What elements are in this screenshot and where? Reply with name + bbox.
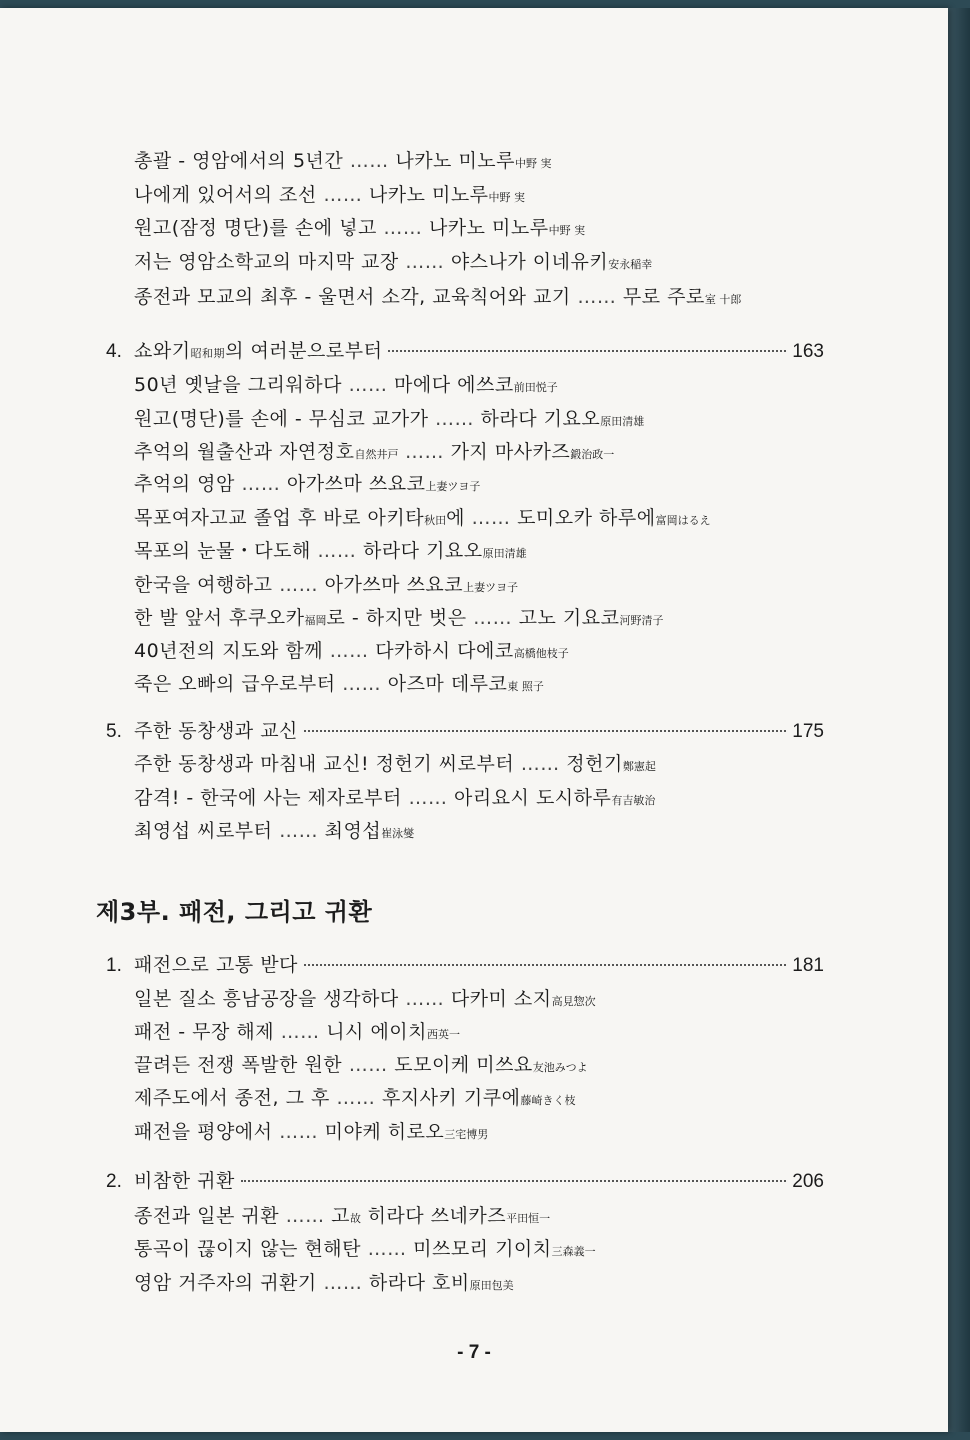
entry-title: 목포여자고교 졸업 후 바로 아키타	[134, 507, 425, 529]
toc-entry	[134, 1270, 808, 1299]
toc-entry	[134, 1236, 808, 1265]
section-heading	[106, 952, 824, 979]
entry-author-hanja: 原田清雄	[600, 415, 645, 428]
entry-title: 종전과 모교의 최후 - 울면서 소각, 교육칙어와 교기	[134, 286, 571, 308]
toc-entry	[134, 182, 808, 211]
entry-author: 정헌기	[566, 753, 623, 775]
section-title-text: 쇼와기	[134, 340, 191, 362]
entry-author: 미쓰모리 기이치	[413, 1238, 552, 1260]
section-page-number: 175	[792, 721, 824, 742]
entry-leader: ……	[336, 1087, 376, 1109]
entry-author-hanja: 原田清雄	[482, 547, 527, 560]
toc-entry	[134, 638, 808, 667]
entry-author-hanja: 東 照子	[507, 680, 544, 693]
entry-author-hanja: 室 十郎	[704, 293, 742, 306]
toc-entry	[134, 785, 808, 814]
dot-leader	[388, 350, 786, 352]
entry-title: 통곡이 끊이지 않는 현해탄	[134, 1238, 362, 1260]
entry-author: 무로 주로	[622, 286, 705, 308]
dot-leader	[304, 730, 786, 732]
entry-author-hanja: 中野 実	[488, 191, 526, 204]
dot-leader	[304, 964, 786, 966]
entry-author-hanja: 平田恒一	[506, 1212, 551, 1225]
entry-leader: ……	[323, 184, 363, 206]
section-title: 패전으로 고통 받다	[134, 954, 298, 976]
entry-author: 가지 마사카즈	[450, 441, 571, 463]
page-number: - 7 -	[457, 1342, 491, 1363]
toc-entry	[134, 215, 808, 244]
toc-entry	[134, 148, 808, 177]
entry-author: 야스나가 이네유키	[450, 251, 609, 273]
book-page	[0, 8, 948, 1432]
entry-leader: ……	[348, 1054, 388, 1076]
toc-entry	[134, 751, 808, 780]
entry-author: 나카노 미노루	[368, 184, 489, 206]
entry-author: 다카미 소지	[450, 988, 552, 1010]
entry-leader: ……	[471, 507, 511, 529]
entry-author: 도미오카 하루에	[517, 507, 656, 529]
entry-leader: ……	[435, 408, 474, 430]
entry-leader: ……	[405, 441, 445, 463]
toc-entry	[134, 538, 808, 567]
entry-author-hanja: 三宅博男	[444, 1128, 489, 1141]
entry-author-hanja: 原田包美	[469, 1279, 514, 1292]
entry-author-hanja: 河野清子	[619, 614, 664, 627]
section-heading	[106, 718, 824, 745]
entry-leader: ……	[323, 1272, 363, 1294]
entry-title-rest: 에	[446, 507, 465, 529]
entry-leader: ……	[348, 374, 388, 396]
entry-title: 끌려든 전쟁 폭발한 원한	[134, 1054, 343, 1076]
section-title: 비참한 귀환	[134, 1170, 235, 1192]
entry-leader: ……	[405, 251, 445, 273]
entry-author-hanja: 富岡はるえ	[655, 514, 711, 527]
entry-title: 목포의 눈물・다도해	[134, 540, 311, 562]
entry-author: 고노 기요코	[518, 607, 620, 629]
entry-title: 저는 영암소학교의 마지막 교장	[134, 251, 399, 273]
entry-author-hanja: 中野 実	[548, 224, 586, 237]
entry-author-hanja: 上妻ツヨ子	[425, 480, 481, 493]
entry-title-hanja: 自然井戸	[354, 448, 399, 461]
entry-title: 주한 동창생과 마침내 교신! 정헌기 씨로부터	[134, 753, 515, 775]
entry-title: 총괄 - 영암에서의 5년간	[134, 150, 344, 172]
entry-title: 원고(명단)를 손에 - 무심코 교가가	[134, 408, 429, 430]
section-title: 주한 동창생과 교신	[134, 720, 298, 742]
entry-author-hanja: 中野 実	[515, 157, 552, 170]
entry-author: 니시 에이치	[326, 1021, 428, 1043]
entry-title: 40년전의 지도와 함께	[134, 640, 324, 662]
toc-entry	[134, 1119, 808, 1148]
entry-author-hanja: 鍛治政一	[570, 448, 615, 461]
entry-author: 하라다 호비	[368, 1272, 470, 1294]
toc-entry	[134, 1052, 808, 1081]
entry-author: 하라다 기요오	[362, 540, 483, 562]
entry-leader: ……	[473, 607, 513, 629]
entry-title-rest: 로 - 하지만 벗은	[326, 607, 467, 629]
entry-author: 최영섭	[324, 820, 382, 842]
entry-leader: ……	[329, 640, 369, 662]
entry-leader: ……	[577, 286, 617, 308]
entry-leader: ……	[241, 473, 281, 495]
toc-entry	[134, 986, 808, 1015]
entry-author: 히라다 쓰네카즈	[367, 1205, 507, 1227]
page-edge	[948, 8, 970, 1432]
entry-author: 후지사키 기쿠에	[381, 1087, 521, 1109]
entry-title: 나에게 있어서의 조선	[134, 184, 317, 206]
toc-entry	[134, 471, 808, 500]
entry-leader: ……	[285, 1205, 325, 1227]
entry-title: 죽은 오빠의 급우로부터	[134, 673, 336, 695]
entry-leader: ……	[279, 574, 319, 596]
entry-prefix-hanja: 故	[350, 1212, 362, 1225]
toc-entry	[134, 605, 808, 634]
section-number: 4.	[106, 341, 122, 362]
entry-author-hanja: 有吉敏治	[611, 794, 656, 807]
entry-title: 일본 질소 흥남공장을 생각하다	[134, 988, 399, 1010]
entry-author: 아가쓰마 쓰요코	[286, 473, 426, 495]
section-number: 1.	[106, 955, 122, 976]
section-title-rest: 의 여러분으로부터	[225, 340, 383, 362]
entry-author-hanja: 三森義一	[551, 1245, 596, 1258]
toc-entry	[134, 572, 808, 601]
entry-leader: ……	[279, 1121, 319, 1143]
entry-title: 감격! - 한국에 사는 제자로부터	[134, 787, 402, 809]
entry-author-hanja: 上妻ツヨ子	[463, 581, 519, 594]
toc-entry	[134, 249, 808, 278]
entry-author-hanja: 藤崎きく枝	[520, 1094, 576, 1107]
toc-content	[0, 8, 948, 1432]
section-heading	[106, 338, 824, 367]
section-page-number: 181	[792, 955, 824, 976]
entry-leader: ……	[408, 787, 448, 809]
entry-leader: ……	[520, 753, 560, 775]
entry-author-hanja: 高橋他枝子	[513, 647, 569, 660]
entry-author-hanja: 高見惣次	[551, 995, 596, 1008]
entry-title: 추억의 월출산과 자연정호	[134, 441, 355, 463]
entry-author: 하라다 기요오	[480, 408, 601, 430]
toc-entry	[134, 406, 808, 435]
entry-author: 나카노 미노루	[395, 150, 516, 172]
entry-leader: ……	[279, 820, 319, 842]
toc-entry	[134, 1019, 808, 1048]
toc-entry	[134, 372, 808, 401]
section-heading	[106, 1168, 824, 1195]
entry-author-hanja: 西英一	[427, 1028, 461, 1041]
entry-title: 50년 옛날을 그리워하다	[134, 374, 342, 396]
toc-entry	[134, 284, 808, 313]
entry-author: 다카하시 다에코	[375, 640, 514, 662]
entry-author: 미야케 히로오	[324, 1121, 445, 1143]
entry-author: 아가쓰마 쓰요코	[324, 574, 464, 596]
entry-author: 도모이케 미쓰요	[394, 1054, 533, 1076]
entry-author-hanja: 安永稲幸	[608, 258, 653, 271]
entry-author: 마에다 에쓰코	[394, 374, 514, 396]
entry-title: 패전 - 무장 해제	[134, 1021, 275, 1043]
entry-author-hanja: 崔泳燮	[381, 827, 415, 840]
entry-title: 한국을 여행하고	[134, 574, 273, 596]
entry-author-hanja: 前田悦子	[513, 381, 558, 394]
entry-title-hanja: 秋田	[424, 514, 447, 527]
entry-author: 아리요시 도시하루	[453, 787, 612, 809]
entry-title-hanja: 福岡	[304, 614, 327, 627]
section-title	[134, 338, 382, 367]
entry-author-hanja: 鄭憲起	[622, 760, 656, 773]
entry-leader: ……	[317, 540, 357, 562]
entry-leader: ……	[280, 1021, 320, 1043]
entry-leader: ……	[342, 673, 382, 695]
entry-leader: ……	[349, 150, 389, 172]
section-page-number: 206	[792, 1171, 824, 1192]
entry-prefix: 고	[331, 1205, 351, 1227]
toc-entry	[134, 671, 808, 700]
dot-leader	[241, 1180, 786, 1182]
entry-title: 추억의 영암	[134, 473, 235, 495]
toc-entry	[134, 818, 808, 847]
entry-title: 영암 거주자의 귀환기	[134, 1272, 317, 1294]
entry-author: 나카노 미노루	[428, 217, 549, 239]
entry-title: 한 발 앞서 후쿠오카	[134, 607, 305, 629]
entry-author: 아즈마 데루코	[387, 673, 508, 695]
section-number: 5.	[106, 721, 122, 742]
toc-entry	[134, 1203, 808, 1232]
entry-leader: ……	[383, 217, 423, 239]
section-title-hanja: 昭和期	[190, 347, 226, 360]
section-page-number: 163	[792, 341, 824, 362]
section-number: 2.	[106, 1171, 122, 1192]
toc-entry	[134, 1085, 808, 1114]
entry-title: 최영섭 씨로부터	[134, 820, 273, 842]
entry-author-hanja: 友池みつよ	[532, 1061, 588, 1074]
entry-title: 종전과 일본 귀환	[134, 1205, 280, 1227]
entry-leader: ……	[405, 988, 445, 1010]
toc-entry	[134, 505, 808, 534]
toc-entry	[134, 439, 808, 468]
part-heading: 제3부. 패전, 그리고 귀환	[96, 898, 373, 926]
entry-title: 제주도에서 종전, 그 후	[134, 1087, 330, 1109]
entry-title: 원고(잠정 명단)를 손에 넣고	[134, 217, 377, 239]
entry-leader: ……	[367, 1238, 407, 1260]
entry-title: 패전을 평양에서	[134, 1121, 273, 1143]
